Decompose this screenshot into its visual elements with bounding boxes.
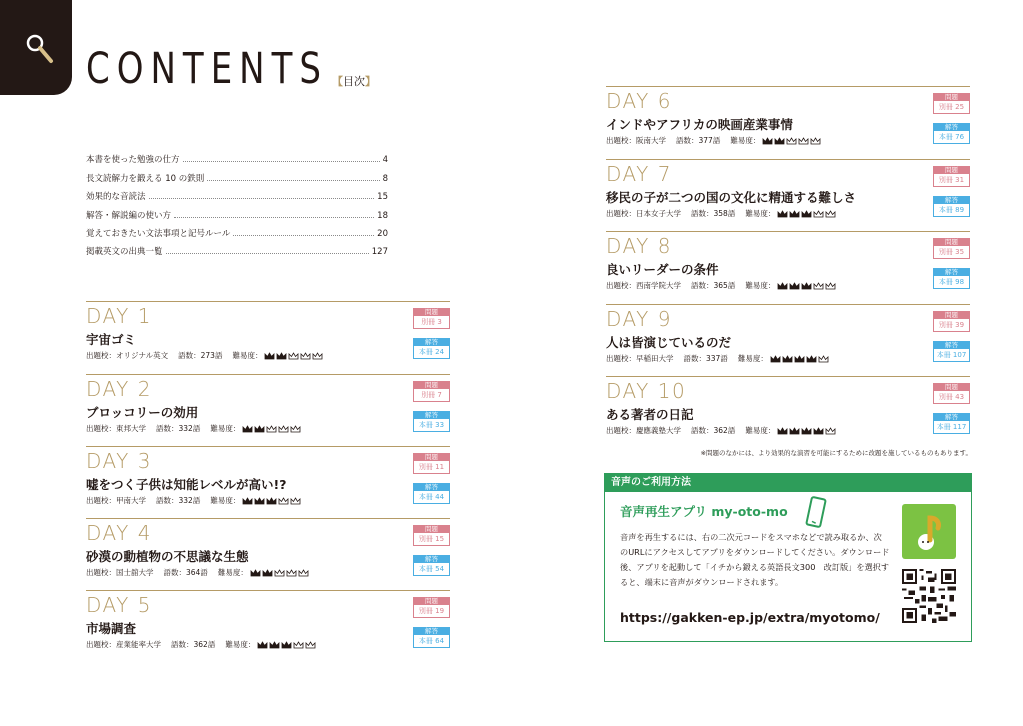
answer-ref-badge[interactable] <box>413 627 450 649</box>
words-unit: 語 <box>727 426 736 435</box>
leader-dots <box>207 180 379 181</box>
school-value: オリジナル英文 <box>116 351 169 360</box>
day-title: インドやアフリカの映画産業事情 <box>606 117 793 132</box>
words-unit: 語 <box>192 424 201 433</box>
question-ref-badge[interactable] <box>413 453 450 475</box>
school-value: 早稲田大学 <box>636 354 674 363</box>
question-ref-badge[interactable] <box>413 525 450 547</box>
crown-empty-icon <box>818 355 829 363</box>
words-label: 語数： <box>178 351 201 360</box>
badge-top: 問題 <box>413 525 450 533</box>
words-label: 語数： <box>691 281 714 290</box>
words-field <box>691 208 735 219</box>
day-entry[interactable] <box>86 301 450 374</box>
school-value: 西南学院大学 <box>636 281 681 290</box>
words-field <box>691 280 735 291</box>
badge-top: 解答 <box>933 268 970 276</box>
day-entry[interactable] <box>606 304 970 377</box>
crown-empty-icon <box>786 137 797 145</box>
crown-filled-icon <box>789 282 800 290</box>
difficulty-label: 難易度： <box>745 426 776 435</box>
crown-empty-icon <box>810 137 821 145</box>
day-title: 移民の子が二つの国の文化に精通する難しさ <box>606 190 857 205</box>
badge-top: 解答 <box>933 341 970 349</box>
words-value: 332 <box>178 496 193 505</box>
toc-label: 効果的な音読法 <box>86 192 146 203</box>
badge-ref: 本冊 64 <box>413 635 450 648</box>
difficulty-field <box>218 567 309 578</box>
crown-empty-icon <box>813 210 824 218</box>
badge-ref: 本冊 98 <box>933 276 970 289</box>
leader-dots <box>166 253 369 254</box>
badge-ref: 本冊 24 <box>413 346 450 359</box>
toc-page: 20 <box>377 228 388 239</box>
difficulty-rating <box>777 210 836 218</box>
school-value: 産業能率大学 <box>116 640 161 649</box>
school-field <box>606 208 681 219</box>
crown-empty-icon <box>274 569 285 577</box>
difficulty-label: 難易度： <box>232 351 263 360</box>
question-ref-badge[interactable] <box>933 238 970 260</box>
difficulty-field <box>738 353 829 364</box>
difficulty-label: 難易度： <box>745 281 776 290</box>
badge-ref: 別冊 15 <box>413 533 450 546</box>
crown-filled-icon <box>276 352 287 360</box>
crown-filled-icon <box>250 569 261 577</box>
download-url-link[interactable]: https://gakken-ep.jp/extra/myotomo/ <box>620 610 880 625</box>
audio-info-box <box>604 473 972 642</box>
badge-top: 解答 <box>413 338 450 346</box>
day-label: DAY 1 <box>86 304 152 328</box>
crown-filled-icon <box>257 641 268 649</box>
words-label: 語数： <box>691 426 714 435</box>
words-unit: 語 <box>712 136 721 145</box>
qr-code[interactable] <box>902 569 956 623</box>
crown-empty-icon <box>825 427 836 435</box>
difficulty-field <box>745 208 836 219</box>
school-field <box>86 639 161 650</box>
badge-top: 解答 <box>413 411 450 419</box>
difficulty-rating <box>762 137 821 145</box>
app-logo <box>902 504 956 559</box>
school-label: 出題校： <box>86 640 116 649</box>
difficulty-label: 難易度： <box>217 568 248 577</box>
day-label: DAY 6 <box>606 89 672 113</box>
day-label: DAY 4 <box>86 521 152 545</box>
day-title: ある著者の日記 <box>606 407 694 422</box>
crown-empty-icon <box>300 352 311 360</box>
day-label: DAY 8 <box>606 234 672 258</box>
question-ref-badge[interactable] <box>933 383 970 405</box>
crown-filled-icon <box>777 282 788 290</box>
difficulty-label: 難易度： <box>225 640 256 649</box>
day-info <box>86 495 301 506</box>
difficulty-rating <box>770 355 829 363</box>
difficulty-field <box>210 495 301 506</box>
music-note-icon <box>902 504 956 559</box>
toc-page: 127 <box>371 247 388 258</box>
question-ref-badge[interactable] <box>933 166 970 188</box>
school-field <box>86 495 146 506</box>
difficulty-label: 難易度： <box>210 496 241 505</box>
badge-top: 問題 <box>413 453 450 461</box>
badge-top: 問題 <box>413 597 450 605</box>
page-header <box>86 44 376 94</box>
words-label: 語数： <box>676 136 699 145</box>
day-entry[interactable] <box>86 518 450 591</box>
school-label: 出題校： <box>606 426 636 435</box>
answer-ref-badge[interactable] <box>933 123 970 145</box>
answer-ref-badge[interactable] <box>413 411 450 433</box>
badge-ref: 別冊 35 <box>933 246 970 259</box>
day-title: 嘘をつく子供は知能レベルが高い!? <box>86 477 287 492</box>
toc-row[interactable] <box>86 184 388 202</box>
difficulty-rating <box>777 282 836 290</box>
crown-filled-icon <box>269 641 280 649</box>
words-unit: 語 <box>200 568 208 577</box>
crown-filled-icon <box>762 137 773 145</box>
school-value: 慶應義塾大学 <box>636 426 681 435</box>
answer-ref-badge[interactable] <box>933 341 970 363</box>
toc-label: 解答・解説編の使い方 <box>86 210 172 221</box>
badge-ref: 本冊 33 <box>413 419 450 432</box>
toc-row[interactable] <box>86 239 388 257</box>
words-label: 語数： <box>156 424 179 433</box>
day-info <box>86 639 316 650</box>
footnote: ※問題のなかには、より効果的な演習を可能にするために改題を施しているものもあります。 <box>700 449 972 457</box>
leader-dots <box>174 217 374 218</box>
crown-filled-icon <box>774 137 785 145</box>
words-field <box>164 567 208 578</box>
day-entry[interactable] <box>86 374 450 447</box>
words-value: 362 <box>193 640 208 649</box>
words-label: 語数： <box>163 568 186 577</box>
day-label: DAY 5 <box>86 593 152 617</box>
crown-filled-icon <box>789 210 800 218</box>
badge-top: 問題 <box>933 238 970 246</box>
difficulty-rating <box>264 352 323 360</box>
school-label: 出題校： <box>606 354 636 363</box>
crown-empty-icon <box>293 641 304 649</box>
leader-dots <box>233 235 374 236</box>
question-ref-badge[interactable] <box>413 308 450 330</box>
toc-page: 8 <box>382 173 388 184</box>
answer-ref-badge[interactable] <box>413 483 450 505</box>
school-label: 出題校： <box>86 351 116 360</box>
crown-filled-icon <box>264 352 275 360</box>
words-unit: 語 <box>727 209 736 218</box>
difficulty-rating <box>242 497 301 505</box>
day-info <box>86 350 323 361</box>
words-field <box>178 350 222 361</box>
toc-row[interactable] <box>86 165 388 183</box>
school-field <box>606 280 681 291</box>
day-title: ブロッコリーの効用 <box>86 405 199 420</box>
day-info <box>606 135 821 146</box>
corner-tab <box>0 0 72 95</box>
words-value: 365 <box>713 281 728 290</box>
words-unit: 語 <box>727 281 736 290</box>
words-label: 語数： <box>691 209 714 218</box>
question-ref-badge[interactable] <box>933 311 970 333</box>
day-entry[interactable] <box>86 446 450 519</box>
crown-filled-icon <box>777 427 788 435</box>
smartphone-icon <box>805 496 827 530</box>
words-field <box>171 639 215 650</box>
badge-top: 解答 <box>933 196 970 204</box>
school-label: 出題校： <box>86 568 116 577</box>
badge-ref: 別冊 7 <box>413 389 450 402</box>
words-value: 364 <box>186 568 201 577</box>
badge-top: 問題 <box>933 166 970 174</box>
audio-heading: 音声のご利用方法 <box>605 474 971 492</box>
difficulty-label: 難易度： <box>737 354 768 363</box>
day-label: DAY 9 <box>606 307 672 331</box>
day-title: 砂漠の動植物の不思議な生態 <box>86 549 249 564</box>
audio-instructions: 音声を再生するには、右の二次元コードをスマホなどで読み取るか、次のURLにアクセスしてアプリをダウンロードしてください。ダウンロード後、アプリを起動して「イチから鍛える英語長文300 改訂版」を選択すると、端末に音声がダウンロードされます。 <box>620 532 890 587</box>
crown-empty-icon <box>825 210 836 218</box>
day-entry[interactable] <box>606 376 970 449</box>
words-label: 語数： <box>171 640 194 649</box>
words-label: 語数： <box>683 354 706 363</box>
badge-ref: 別冊 25 <box>933 101 970 114</box>
day-title: 市場調査 <box>86 621 137 636</box>
badge-ref: 本冊 76 <box>933 131 970 144</box>
difficulty-rating <box>242 425 301 433</box>
badge-top: 解答 <box>413 483 450 491</box>
crown-filled-icon <box>262 569 273 577</box>
crown-filled-icon <box>782 355 793 363</box>
words-field <box>676 135 720 146</box>
badge-top: 問題 <box>933 383 970 391</box>
words-field <box>156 495 200 506</box>
leader-dots <box>149 198 375 199</box>
difficulty-field <box>210 423 301 434</box>
badge-ref: 本冊 117 <box>933 421 970 434</box>
badge-ref: 別冊 39 <box>933 319 970 332</box>
answer-ref-badge[interactable] <box>933 268 970 290</box>
school-field <box>606 135 666 146</box>
badge-top: 解答 <box>933 123 970 131</box>
crown-filled-icon <box>801 282 812 290</box>
difficulty-rating <box>777 427 836 435</box>
school-field <box>86 350 168 361</box>
crown-empty-icon <box>290 497 301 505</box>
crown-filled-icon <box>813 427 824 435</box>
school-field <box>606 425 681 436</box>
school-field <box>606 353 674 364</box>
difficulty-field <box>730 135 821 146</box>
answer-ref-badge[interactable] <box>933 196 970 218</box>
crown-filled-icon <box>242 497 253 505</box>
day-title: 宇宙ゴミ <box>86 332 137 347</box>
badge-ref: 本冊 54 <box>413 563 450 576</box>
words-field <box>684 353 728 364</box>
toc-row[interactable] <box>86 221 388 239</box>
badge-top: 問題 <box>933 311 970 319</box>
school-field <box>86 567 154 578</box>
badge-top: 問題 <box>413 381 450 389</box>
school-label: 出題校： <box>606 209 636 218</box>
crown-empty-icon <box>266 425 277 433</box>
crown-empty-icon <box>290 425 301 433</box>
badge-ref: 別冊 31 <box>933 174 970 187</box>
school-value: 東邦大学 <box>116 424 146 433</box>
day-info <box>86 567 309 578</box>
words-value: 273 <box>200 351 215 360</box>
badge-top: 問題 <box>413 308 450 316</box>
crown-empty-icon <box>278 425 289 433</box>
toc-label: 覚えておきたい文法事項と記号ルール <box>86 228 231 239</box>
crown-empty-icon <box>288 352 299 360</box>
day-info <box>606 353 829 364</box>
words-value: 337 <box>706 354 721 363</box>
day-entry[interactable] <box>606 86 970 159</box>
school-value: 日本女子大学 <box>636 209 681 218</box>
crown-filled-icon <box>254 425 265 433</box>
day-info <box>606 280 836 291</box>
crown-empty-icon <box>278 497 289 505</box>
crown-filled-icon <box>254 497 265 505</box>
difficulty-field <box>232 350 323 361</box>
subtitle-text: 目次 <box>342 75 365 88</box>
school-value: 阪南大学 <box>636 136 666 145</box>
answer-ref-badge[interactable] <box>933 413 970 435</box>
badge-ref: 別冊 19 <box>413 605 450 618</box>
toc-label: 掲載英文の出典一覧 <box>86 247 163 258</box>
toc-page: 15 <box>377 192 388 203</box>
words-unit: 語 <box>207 640 216 649</box>
magnifier-icon <box>26 34 54 64</box>
words-unit: 語 <box>192 496 201 505</box>
day-entry[interactable] <box>606 159 970 232</box>
toc-label: 長文読解力を鍛える 10 の鉄則 <box>86 173 205 184</box>
crown-empty-icon <box>305 641 316 649</box>
toc-row[interactable] <box>86 202 388 220</box>
words-value: 362 <box>713 426 728 435</box>
crown-filled-icon <box>770 355 781 363</box>
difficulty-label: 難易度： <box>730 136 761 145</box>
day-title: 良いリーダーの条件 <box>606 262 719 277</box>
words-unit: 語 <box>214 351 223 360</box>
school-label: 出題校： <box>606 281 636 290</box>
difficulty-rating <box>257 641 316 649</box>
question-ref-badge[interactable] <box>413 381 450 403</box>
badge-ref: 別冊 11 <box>413 461 450 474</box>
badge-top: 解答 <box>933 413 970 421</box>
words-unit: 語 <box>720 354 728 363</box>
crown-empty-icon <box>312 352 323 360</box>
words-label: 語数： <box>156 496 179 505</box>
day-title: 人は皆演じているのだ <box>606 335 732 350</box>
question-ref-badge[interactable] <box>933 93 970 115</box>
crown-empty-icon <box>825 282 836 290</box>
difficulty-field <box>225 639 316 650</box>
words-value: 332 <box>178 424 193 433</box>
badge-top: 解答 <box>413 627 450 635</box>
crown-empty-icon <box>798 137 809 145</box>
day-info <box>606 425 836 436</box>
crown-filled-icon <box>806 355 817 363</box>
school-value: 甲南大学 <box>116 496 146 505</box>
answer-ref-badge[interactable] <box>413 338 450 360</box>
leader-dots <box>183 161 380 162</box>
answer-ref-badge[interactable] <box>413 555 450 577</box>
crown-empty-icon <box>298 569 309 577</box>
toc-label: 本書を使った勉強の仕方 <box>86 155 180 166</box>
crown-filled-icon <box>777 210 788 218</box>
toc-row[interactable] <box>86 147 388 165</box>
page-title: CONTENTS <box>86 44 328 94</box>
difficulty-label: 難易度： <box>745 209 776 218</box>
day-label: DAY 7 <box>606 162 672 186</box>
toc-page: 4 <box>382 155 388 166</box>
school-label: 出題校： <box>606 136 636 145</box>
school-label: 出題校： <box>86 424 116 433</box>
app-name: 音声再生アプリ my-oto-mo <box>620 504 788 519</box>
badge-ref: 本冊 89 <box>933 204 970 217</box>
crown-filled-icon <box>794 355 805 363</box>
crown-filled-icon <box>789 427 800 435</box>
crown-filled-icon <box>801 427 812 435</box>
difficulty-field <box>745 280 836 291</box>
crown-filled-icon <box>266 497 277 505</box>
crown-filled-icon <box>242 425 253 433</box>
crown-filled-icon <box>801 210 812 218</box>
crown-empty-icon <box>813 282 824 290</box>
words-value: 358 <box>713 209 728 218</box>
school-value: 国士舘大学 <box>116 568 154 577</box>
badge-top: 問題 <box>933 93 970 101</box>
day-entry[interactable] <box>86 590 450 663</box>
crown-empty-icon <box>286 569 297 577</box>
words-field <box>691 425 735 436</box>
page-subtitle: 【目次】 <box>331 75 376 88</box>
difficulty-rating <box>250 569 309 577</box>
crown-filled-icon <box>281 641 292 649</box>
question-ref-badge[interactable] <box>413 597 450 619</box>
badge-ref: 本冊 44 <box>413 491 450 504</box>
school-label: 出題校： <box>86 496 116 505</box>
front-matter-list <box>86 147 388 257</box>
badge-ref: 別冊 43 <box>933 391 970 404</box>
badge-top: 解答 <box>413 555 450 563</box>
difficulty-label: 難易度： <box>210 424 241 433</box>
words-field <box>156 423 200 434</box>
toc-page: 18 <box>377 210 388 221</box>
badge-ref: 別冊 3 <box>413 316 450 329</box>
day-entry[interactable] <box>606 231 970 304</box>
day-info <box>86 423 301 434</box>
badge-ref: 本冊 107 <box>933 349 970 362</box>
day-info <box>606 208 836 219</box>
words-value: 377 <box>698 136 713 145</box>
day-label: DAY 2 <box>86 377 152 401</box>
day-label: DAY 3 <box>86 449 152 473</box>
school-field <box>86 423 146 434</box>
day-label: DAY 10 <box>606 379 687 403</box>
difficulty-field <box>745 425 836 436</box>
